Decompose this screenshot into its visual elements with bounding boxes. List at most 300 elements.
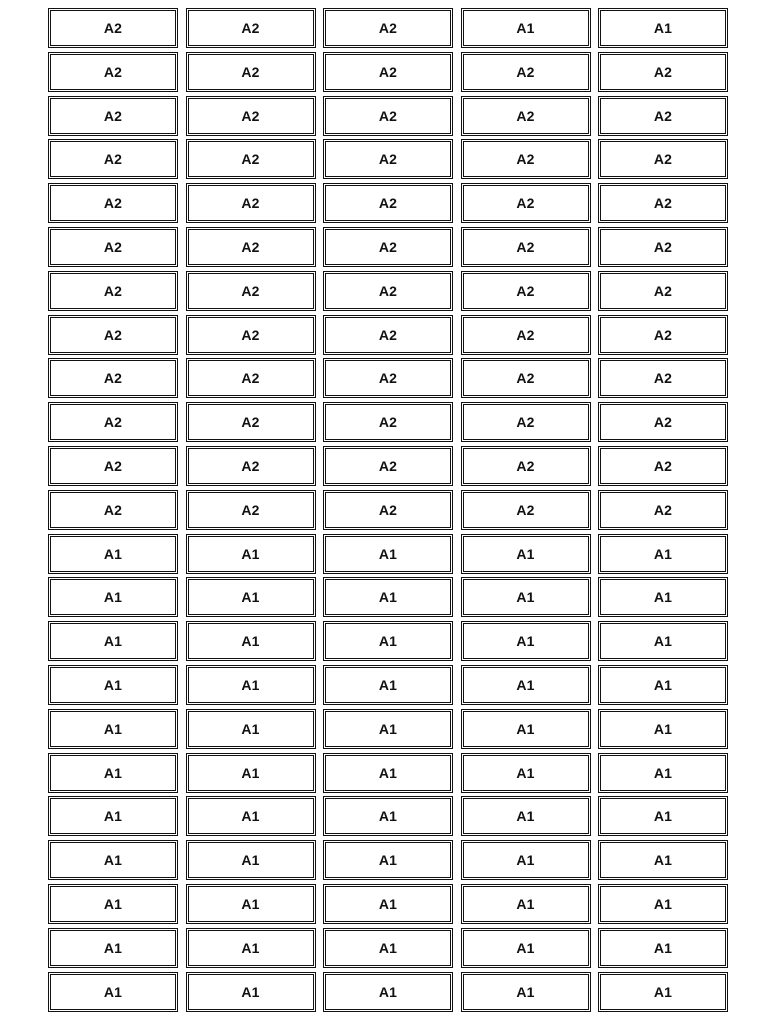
label-text: A1: [241, 633, 260, 650]
label-text: A2: [653, 282, 673, 299]
label-frame: [463, 185, 589, 221]
label-text: A2: [241, 501, 260, 518]
label-cell: [323, 139, 453, 179]
label-frame: [463, 798, 589, 834]
label-frame: [188, 623, 314, 659]
label-text: A2: [378, 326, 398, 343]
label-text: A2: [378, 501, 398, 518]
label-cell: [598, 227, 728, 267]
label-text: A1: [103, 983, 123, 1000]
label-text: A2: [653, 238, 673, 255]
label-frame: [325, 317, 451, 353]
label-cell: [598, 271, 728, 311]
label-cell: [598, 577, 728, 617]
label-text: A1: [103, 589, 123, 606]
label-text: A2: [378, 238, 398, 255]
label-frame: [50, 141, 176, 177]
label-cell: [48, 315, 178, 355]
label-cell: [461, 52, 591, 92]
label-frame: [600, 98, 726, 134]
label-frame: [50, 536, 176, 572]
label-cell: [186, 621, 316, 661]
label-frame: [188, 54, 314, 90]
label-cell: [323, 8, 453, 48]
label-frame: [188, 930, 314, 966]
label-frame: [50, 98, 176, 134]
label-frame: [463, 317, 589, 353]
label-frame: [463, 141, 589, 177]
label-text: A1: [103, 895, 123, 912]
label-frame: [463, 536, 589, 572]
label-text: A2: [516, 282, 535, 299]
label-frame: [188, 842, 314, 878]
label-cell: [323, 490, 453, 530]
label-text: A2: [516, 414, 535, 431]
label-text: A2: [378, 151, 398, 168]
label-cell: [48, 271, 178, 311]
label-frame: [325, 842, 451, 878]
label-cell: [48, 972, 178, 1012]
label-text: A2: [103, 63, 123, 80]
label-text: A1: [516, 545, 535, 562]
label-frame: [463, 974, 589, 1010]
label-frame: [600, 185, 726, 221]
label-frame: [188, 667, 314, 703]
label-frame: [600, 974, 726, 1010]
label-text: A2: [241, 238, 260, 255]
label-frame: [463, 492, 589, 528]
label-frame: [50, 842, 176, 878]
label-frame: [188, 360, 314, 396]
label-cell: [186, 796, 316, 836]
label-text: A2: [241, 326, 260, 343]
label-text: A1: [103, 545, 123, 562]
label-frame: [188, 448, 314, 484]
label-text: A1: [653, 720, 673, 737]
label-text: A2: [241, 370, 260, 387]
label-frame: [325, 404, 451, 440]
label-cell: [461, 796, 591, 836]
label-text: A1: [103, 633, 123, 650]
label-text: A2: [241, 457, 260, 474]
label-text: A1: [516, 895, 535, 912]
label-frame: [600, 886, 726, 922]
label-cell: [186, 315, 316, 355]
label-cell: [323, 402, 453, 442]
label-frame: [325, 54, 451, 90]
label-frame: [325, 360, 451, 396]
label-text: A2: [103, 107, 123, 124]
label-text: A1: [653, 808, 673, 825]
label-cell: [186, 928, 316, 968]
label-text: A2: [653, 326, 673, 343]
label-text: A1: [516, 676, 535, 693]
label-text: A1: [241, 676, 260, 693]
label-frame: [325, 185, 451, 221]
label-frame: [50, 360, 176, 396]
label-cell: [461, 709, 591, 749]
label-cell: [186, 577, 316, 617]
label-text: A2: [653, 414, 673, 431]
label-frame: [600, 317, 726, 353]
label-cell: [186, 96, 316, 136]
label-cell: [461, 928, 591, 968]
label-frame: [600, 229, 726, 265]
label-text: A1: [378, 808, 398, 825]
label-text: A1: [653, 545, 673, 562]
label-cell: [323, 96, 453, 136]
label-cell: [598, 139, 728, 179]
label-text: A2: [241, 195, 260, 212]
label-frame: [325, 10, 451, 46]
label-frame: [463, 229, 589, 265]
label-frame: [463, 98, 589, 134]
label-frame: [188, 536, 314, 572]
label-frame: [50, 930, 176, 966]
label-frame: [600, 711, 726, 747]
label-frame: [600, 141, 726, 177]
label-cell: [186, 8, 316, 48]
label-text: A2: [103, 414, 123, 431]
label-frame: [600, 798, 726, 834]
label-text: A1: [103, 808, 123, 825]
label-frame: [50, 448, 176, 484]
label-text: A1: [241, 764, 260, 781]
label-cell: [48, 8, 178, 48]
label-cell: [186, 446, 316, 486]
label-frame: [463, 711, 589, 747]
label-cell: [186, 709, 316, 749]
label-text: A2: [241, 282, 260, 299]
label-text: A1: [241, 808, 260, 825]
label-text: A1: [516, 764, 535, 781]
label-text: A2: [103, 151, 123, 168]
label-text: A1: [378, 633, 398, 650]
label-frame: [600, 623, 726, 659]
label-text: A1: [653, 939, 673, 956]
label-text: A2: [653, 195, 673, 212]
label-text: A2: [241, 414, 260, 431]
label-frame: [463, 579, 589, 615]
label-text: A2: [103, 282, 123, 299]
label-cell: [461, 840, 591, 880]
label-frame: [463, 886, 589, 922]
label-frame: [188, 185, 314, 221]
label-cell: [461, 753, 591, 793]
label-frame: [50, 755, 176, 791]
label-text: A1: [516, 720, 535, 737]
label-frame: [463, 930, 589, 966]
label-frame: [188, 579, 314, 615]
label-cell: [461, 227, 591, 267]
label-text: A1: [103, 764, 123, 781]
label-cell: [461, 884, 591, 924]
label-frame: [188, 711, 314, 747]
label-cell: [323, 52, 453, 92]
label-frame: [600, 448, 726, 484]
label-text: A2: [516, 195, 535, 212]
label-cell: [598, 928, 728, 968]
label-frame: [188, 974, 314, 1010]
label-text: A1: [516, 20, 535, 36]
label-text: A2: [378, 107, 398, 124]
label-frame: [188, 492, 314, 528]
label-text: A2: [103, 457, 123, 474]
label-frame: [50, 317, 176, 353]
label-cell: [323, 796, 453, 836]
label-cell: [461, 621, 591, 661]
label-frame: [463, 448, 589, 484]
label-cell: [461, 665, 591, 705]
label-cell: [186, 534, 316, 574]
label-frame: [325, 536, 451, 572]
label-cell: [598, 840, 728, 880]
label-frame: [463, 623, 589, 659]
label-text: A1: [103, 676, 123, 693]
label-cell: [48, 139, 178, 179]
label-frame: [463, 273, 589, 309]
label-frame: [325, 448, 451, 484]
label-cell: [186, 840, 316, 880]
label-frame: [325, 667, 451, 703]
label-frame: [325, 273, 451, 309]
label-frame: [325, 141, 451, 177]
label-frame: [600, 667, 726, 703]
label-frame: [50, 54, 176, 90]
label-cell: [186, 139, 316, 179]
label-frame: [50, 579, 176, 615]
label-text: A1: [653, 852, 673, 869]
label-frame: [188, 98, 314, 134]
label-frame: [325, 886, 451, 922]
label-frame: [188, 886, 314, 922]
label-cell: [323, 227, 453, 267]
label-frame: [325, 974, 451, 1010]
label-frame: [50, 798, 176, 834]
label-frame: [600, 842, 726, 878]
label-text: A1: [378, 983, 398, 1000]
label-text: A2: [241, 20, 260, 36]
label-cell: [461, 402, 591, 442]
label-text: A2: [653, 63, 673, 80]
label-frame: [600, 360, 726, 396]
label-frame: [50, 273, 176, 309]
label-text: A1: [378, 852, 398, 869]
label-cell: [461, 271, 591, 311]
label-cell: [48, 753, 178, 793]
label-cell: [48, 402, 178, 442]
label-cell: [598, 796, 728, 836]
label-text: A2: [653, 107, 673, 124]
label-frame: [463, 10, 589, 46]
label-text: A1: [653, 20, 673, 36]
label-frame: [50, 229, 176, 265]
label-frame: [463, 667, 589, 703]
label-cell: [598, 358, 728, 398]
label-cell: [598, 315, 728, 355]
label-cell: [186, 884, 316, 924]
label-cell: [186, 490, 316, 530]
label-cell: [323, 884, 453, 924]
label-cell: [598, 402, 728, 442]
label-text: A1: [103, 852, 123, 869]
label-cell: [598, 884, 728, 924]
label-text: A2: [103, 195, 123, 212]
label-cell: [598, 709, 728, 749]
label-text: A1: [378, 764, 398, 781]
label-text: A2: [516, 238, 535, 255]
label-text: A2: [378, 282, 398, 299]
label-text: A1: [241, 983, 260, 1000]
label-frame: [600, 273, 726, 309]
label-cell: [323, 928, 453, 968]
label-frame: [325, 229, 451, 265]
label-frame: [50, 886, 176, 922]
label-frame: [600, 404, 726, 440]
label-cell: [186, 52, 316, 92]
label-cell: [461, 972, 591, 1012]
label-frame: [600, 10, 726, 46]
label-frame: [50, 974, 176, 1010]
label-cell: [323, 358, 453, 398]
label-frame: [600, 54, 726, 90]
label-text: A1: [516, 589, 535, 606]
label-text: A2: [378, 457, 398, 474]
label-text: A1: [378, 676, 398, 693]
label-cell: [598, 534, 728, 574]
label-text: A2: [516, 63, 535, 80]
label-text: A2: [516, 457, 535, 474]
label-cell: [186, 183, 316, 223]
label-text: A1: [516, 633, 535, 650]
label-cell: [48, 490, 178, 530]
label-cell: [48, 52, 178, 92]
label-cell: [461, 577, 591, 617]
label-frame: [600, 536, 726, 572]
label-text: A1: [241, 852, 260, 869]
label-cell: [323, 315, 453, 355]
label-cell: [186, 271, 316, 311]
label-cell: [461, 315, 591, 355]
label-text: A1: [653, 764, 673, 781]
label-frame: [50, 667, 176, 703]
label-frame: [188, 404, 314, 440]
label-text: A2: [516, 501, 535, 518]
label-text: A2: [378, 195, 398, 212]
label-cell: [598, 753, 728, 793]
label-frame: [188, 229, 314, 265]
label-frame: [188, 141, 314, 177]
label-frame: [188, 798, 314, 834]
label-text: A2: [378, 63, 398, 80]
label-text: A2: [378, 414, 398, 431]
label-cell: [598, 621, 728, 661]
label-text: A2: [241, 107, 260, 124]
label-text: A2: [103, 501, 123, 518]
label-frame: [188, 273, 314, 309]
label-cell: [48, 96, 178, 136]
label-cell: [186, 402, 316, 442]
label-cell: [186, 358, 316, 398]
label-text: A2: [653, 151, 673, 168]
label-text: A1: [103, 720, 123, 737]
label-cell: [323, 183, 453, 223]
label-cell: [323, 271, 453, 311]
label-text: A2: [378, 370, 398, 387]
label-frame: [50, 711, 176, 747]
label-cell: [598, 8, 728, 48]
label-cell: [48, 884, 178, 924]
label-frame: [50, 492, 176, 528]
label-text: A1: [378, 939, 398, 956]
label-text: A2: [653, 501, 673, 518]
label-cell: [48, 709, 178, 749]
label-frame: [188, 317, 314, 353]
label-text: A2: [516, 326, 535, 343]
label-frame: [188, 755, 314, 791]
label-cell: [48, 534, 178, 574]
label-text: A2: [241, 151, 260, 168]
label-text: A1: [516, 983, 535, 1000]
label-text: A1: [653, 895, 673, 912]
label-text: A1: [103, 939, 123, 956]
label-text: A2: [103, 370, 123, 387]
label-cell: [461, 139, 591, 179]
label-text: A2: [516, 151, 535, 168]
label-cell: [598, 972, 728, 1012]
label-cell: [323, 972, 453, 1012]
label-text: A1: [241, 589, 260, 606]
label-cell: [186, 227, 316, 267]
label-cell: [598, 490, 728, 530]
label-text: A1: [378, 545, 398, 562]
label-text: A1: [241, 939, 260, 956]
label-text: A1: [653, 633, 673, 650]
label-text: A1: [378, 589, 398, 606]
label-cell: [323, 446, 453, 486]
label-text: A2: [241, 63, 260, 80]
label-text: A2: [516, 370, 535, 387]
label-frame: [325, 623, 451, 659]
label-cell: [461, 446, 591, 486]
label-text: A2: [103, 326, 123, 343]
label-frame: [50, 404, 176, 440]
label-cell: [48, 446, 178, 486]
label-text: A1: [241, 720, 260, 737]
label-cell: [48, 621, 178, 661]
label-frame: [325, 492, 451, 528]
label-text: A1: [516, 939, 535, 956]
label-cell: [323, 840, 453, 880]
label-cell: [598, 96, 728, 136]
label-frame: [188, 10, 314, 46]
label-cell: [461, 8, 591, 48]
label-cell: [598, 52, 728, 92]
label-cell: [461, 96, 591, 136]
label-cell: [48, 577, 178, 617]
label-cell: [186, 972, 316, 1012]
label-frame: [600, 930, 726, 966]
label-frame: [50, 185, 176, 221]
label-cell: [461, 534, 591, 574]
label-cell: [186, 753, 316, 793]
label-frame: [325, 711, 451, 747]
label-cell: [323, 709, 453, 749]
label-text: A1: [653, 589, 673, 606]
label-frame: [325, 579, 451, 615]
label-text: A2: [653, 457, 673, 474]
label-text: A1: [378, 895, 398, 912]
